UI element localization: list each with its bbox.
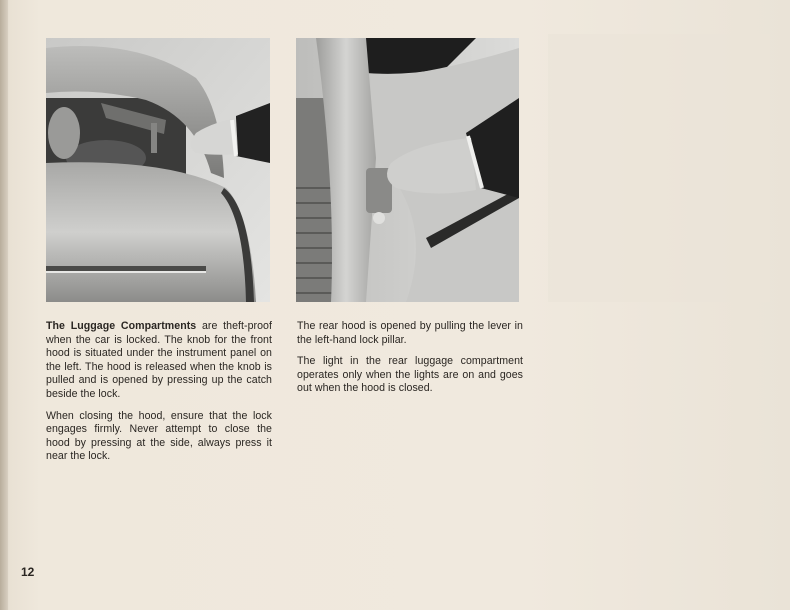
- front-hood-illustration: [46, 38, 270, 302]
- paragraph-closing-hood: When closing the hood, ensure that the lock engages firmly. Never attempt to close the hood by pressing at the side, always press it near the lock.: [46, 409, 272, 463]
- right-text-column: [297, 320, 523, 404]
- page-number: 12: [21, 565, 35, 579]
- heading-luggage-compartments: The Luggage Compartments: [46, 320, 197, 332]
- front-hood-photo: [46, 38, 270, 302]
- paragraph-luggage-compartments: [46, 320, 272, 402]
- paragraph-luggage-body: are theft-proof when the car is locked. The knob for the front hood is situated under the instrument panel on the left. The hood is released when the knob is pulled and is opened by pressing up the catch beside the lock.: [46, 320, 272, 400]
- show-through-area: [548, 34, 770, 302]
- rear-hood-illustration: [296, 38, 519, 302]
- paragraph-rear-hood: The rear hood is opened by pulling the lever in the left-hand lock pillar.: [297, 320, 523, 346]
- rear-hood-lever-photo: [296, 38, 519, 302]
- page-binding-edge: [0, 0, 8, 610]
- left-text-column: [46, 320, 272, 472]
- paragraph-rear-light: The light in the rear luggage compartment operates only when the lights are on and goes out when the hood is closed.: [297, 355, 523, 395]
